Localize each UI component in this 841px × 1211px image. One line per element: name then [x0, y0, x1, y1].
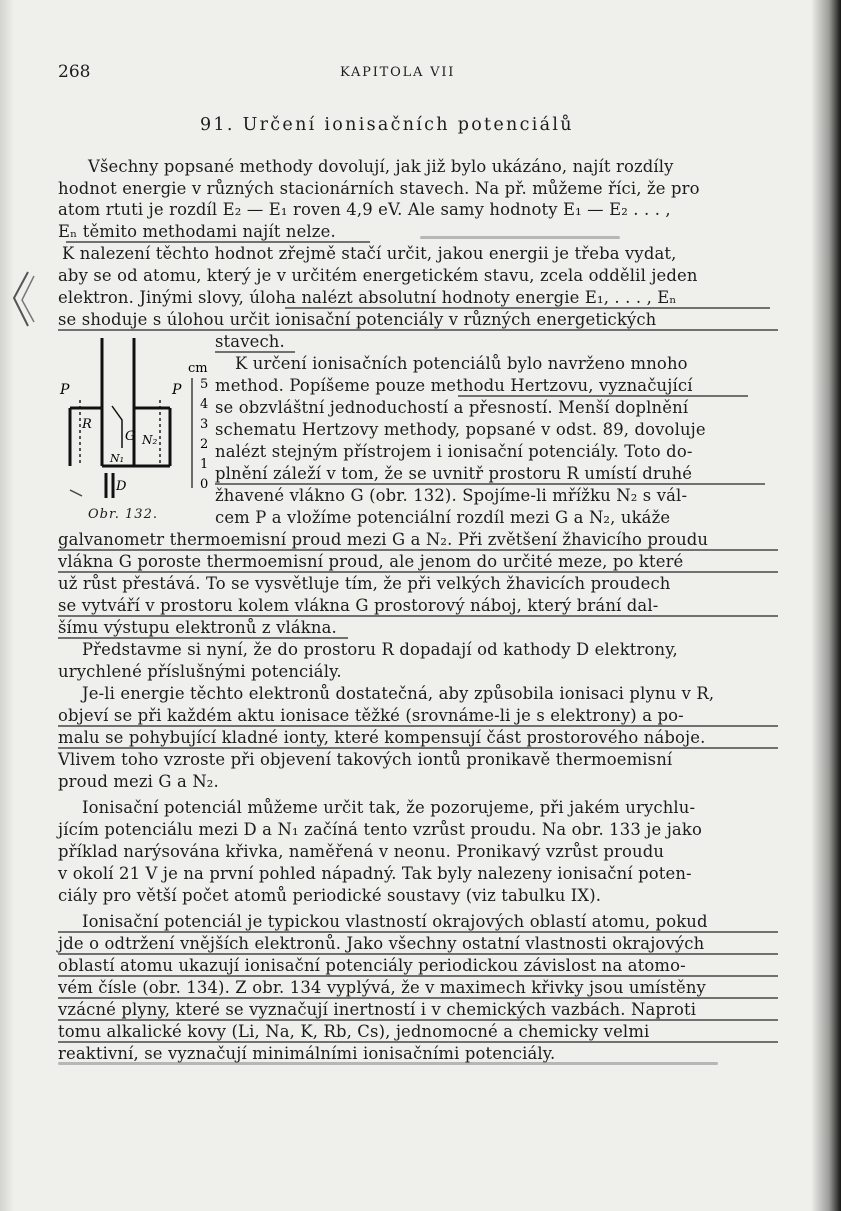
text-line: method. Popíšeme pouze methodu Hertzovu, vyznačující — [215, 376, 693, 395]
text-line: tomu alkalické kovy (Li, Na, K, Rb, Cs), jednomocné a chemicky velmi — [58, 1022, 650, 1041]
running-head: KAPITOLA VII — [340, 65, 456, 80]
text-line: elektron. Jinými slovy, úloha nalézt absolutní hodnoty energie E₁, . . . , Eₙ — [58, 288, 677, 307]
text-line: galvanometr thermoemisní proud mezi G a N₂. Při zvětšení žhavicího proudu — [58, 530, 709, 549]
text-line: Ionisační potenciál můžeme určit tak, že pozorujeme, při jakém urychlu- — [82, 798, 696, 817]
fig-label-n1: N₁ — [110, 452, 125, 465]
figure-caption: Obr. 132. — [88, 507, 158, 522]
figure-filament-g — [112, 406, 122, 448]
text-line: se obzvláštní jednoduchostí a přesností. Menší doplnění — [215, 398, 689, 417]
underline-mark — [66, 241, 370, 243]
fig-scale-tick: 3 — [200, 417, 209, 432]
underline-mark — [285, 307, 770, 309]
text-line: objeví se při každém aktu ionisace těžké (srovnáme-li je s elektrony) a po- — [58, 706, 684, 725]
margin-bracket-mark — [6, 270, 36, 330]
underline-mark — [458, 395, 748, 397]
fig-label-p-right: P — [172, 382, 182, 398]
book-spine-shadow — [811, 0, 841, 1211]
text-line: šímu výstupu elektronů z vlákna. — [58, 618, 337, 637]
text-line: ciály pro větší počet atomů periodické soustavy (viz tabulku IX). — [58, 886, 602, 905]
section-title: 91. Určení ionisačních potenciálů — [200, 115, 574, 135]
text-line: proud mezi G a N₂. — [58, 772, 219, 791]
fig-label-n2: N₂ — [142, 433, 158, 447]
underline-mark — [58, 329, 778, 331]
text-line: Eₙ těmito methodami najít nelze. — [58, 222, 336, 241]
fig-scale-tick: 4 — [200, 397, 209, 412]
pencil-stroke — [58, 1062, 718, 1065]
underline-mark — [58, 931, 778, 933]
text-line: cem P a vložíme potenciální rozdíl mezi G a N₂, ukáže — [215, 508, 671, 527]
text-line: vlákna G poroste thermoemisní proud, ale jenom do určité meze, po které — [58, 552, 684, 571]
figure-cathode-d — [106, 473, 113, 498]
text-line: malu se pohybující kladné ionty, které kompensují část prostorového náboje. — [58, 728, 706, 747]
underline-mark — [58, 637, 348, 639]
text-line: Všechny popsané methody dovolují, jak již bylo ukázáno, najít rozdíly — [88, 157, 674, 176]
underline-mark — [215, 483, 765, 485]
underline-mark — [58, 953, 778, 955]
underline-mark — [58, 571, 778, 573]
text-line: jde o odtržení vnějších elektronů. Jako všechny ostatní vlastnosti okrajových — [58, 934, 705, 953]
fig-label-g: G — [125, 429, 136, 444]
text-line: Ionisační potenciál je typickou vlastností okrajových oblastí atomu, pokud — [82, 912, 708, 931]
text-line: K určení ionisačních potenciálů bylo navrženo mnoho — [235, 354, 688, 373]
text-line: žhavené vlákno G (obr. 132). Spojíme-li mřížku N₂ s vál- — [215, 486, 688, 505]
fig-scale-tick: 0 — [200, 477, 209, 492]
fig-label-p-left: P — [60, 382, 70, 398]
text-line: vzácné plyny, které se vyznačují inertností i v chemických vazbách. Naproti — [58, 1000, 697, 1019]
fig-scale-tick: 2 — [200, 437, 209, 452]
fig-scale — [200, 377, 208, 492]
text-line: Je-li energie těchto elektronů dostatečná, aby způsobila ionisaci plynu v R, — [82, 684, 715, 703]
underline-mark — [58, 997, 778, 999]
underline-mark — [58, 1019, 778, 1021]
text-line: aby se od atomu, který je v určitém energetickém stavu, zcela oddělil jeden — [58, 266, 698, 285]
text-line: stavech. — [215, 332, 285, 351]
text-line: atom rtuti je rozdíl E₂ — E₁ roven 4,9 eV. Ale samy hodnoty E₁ — E₂ . . . , — [58, 200, 671, 219]
text-line: se shoduje s úlohou určit ionisační potenciály v různých energetických — [58, 310, 657, 329]
pencil-stroke — [420, 236, 620, 239]
underline-mark — [58, 615, 778, 617]
page-number: 268 — [58, 62, 91, 82]
text-line: jícím potenciálu mezi D a N₁ začíná tento vzrůst proudu. Na obr. 133 je jako — [58, 820, 702, 839]
text-line: schematu Hertzovy methody, popsané v odst. 89, dovoluje — [215, 420, 706, 439]
fig-label-d: D — [116, 479, 127, 494]
text-line: hodnot energie v různých stacionárních stavech. Na př. můžeme říci, že pro — [58, 179, 700, 198]
fig-label-r: R — [82, 417, 92, 432]
underline-mark — [58, 747, 778, 749]
text-line: už růst přestává. To se vysvětluje tím, že při velkých žhavicích proudech — [58, 574, 671, 593]
figure-mark — [70, 490, 82, 496]
fig-scale-tick: 1 — [200, 457, 209, 472]
underline-mark — [58, 1041, 778, 1043]
fig-scale-unit: cm — [188, 361, 208, 376]
text-line: příklad narýsována křivka, naměřená v neonu. Pronikavý vzrůst proudu — [58, 842, 665, 861]
underline-mark — [58, 549, 778, 551]
text-line: Vlivem toho vzroste při objevení takových iontů pronikavě thermoemisní — [58, 750, 673, 769]
text-line: oblastí atomu ukazují ionisační potenciály periodickou závislost na atomo- — [58, 956, 686, 975]
fig-scale-tick: 5 — [200, 377, 209, 392]
page-left-shadow — [0, 0, 14, 1211]
text-line: nalézt stejným přístrojem i ionisační potenciály. Toto do- — [215, 442, 693, 461]
text-line: vém čísle (obr. 134). Z obr. 134 vyplývá, že v maximech křivky jsou umístěny — [58, 978, 706, 997]
text-line: Představme si nyní, že do prostoru R dopadají od kathody D elektrony, — [82, 640, 678, 659]
underline-mark — [58, 975, 778, 977]
text-line: v okolí 21 V je na první pohled nápadný. Tak byly nalezeny ionisační poten- — [58, 864, 692, 883]
text-line: reaktivní, se vyznačují minimálními ionisačními potenciály. — [58, 1044, 556, 1063]
underline-mark — [58, 725, 778, 727]
text-line: urychlené příslušnými potenciály. — [58, 662, 342, 681]
text-line: K nalezení těchto hodnot zřejmě stačí určit, jakou energii je třeba vydat, — [62, 244, 677, 263]
underline-mark — [215, 351, 295, 353]
text-line: se vytváří v prostoru kolem vlákna G prostorový náboj, který brání dal- — [58, 596, 659, 615]
text-line: plnění záleží v tom, že se uvnitř prostoru R umístí druhé — [215, 464, 693, 483]
